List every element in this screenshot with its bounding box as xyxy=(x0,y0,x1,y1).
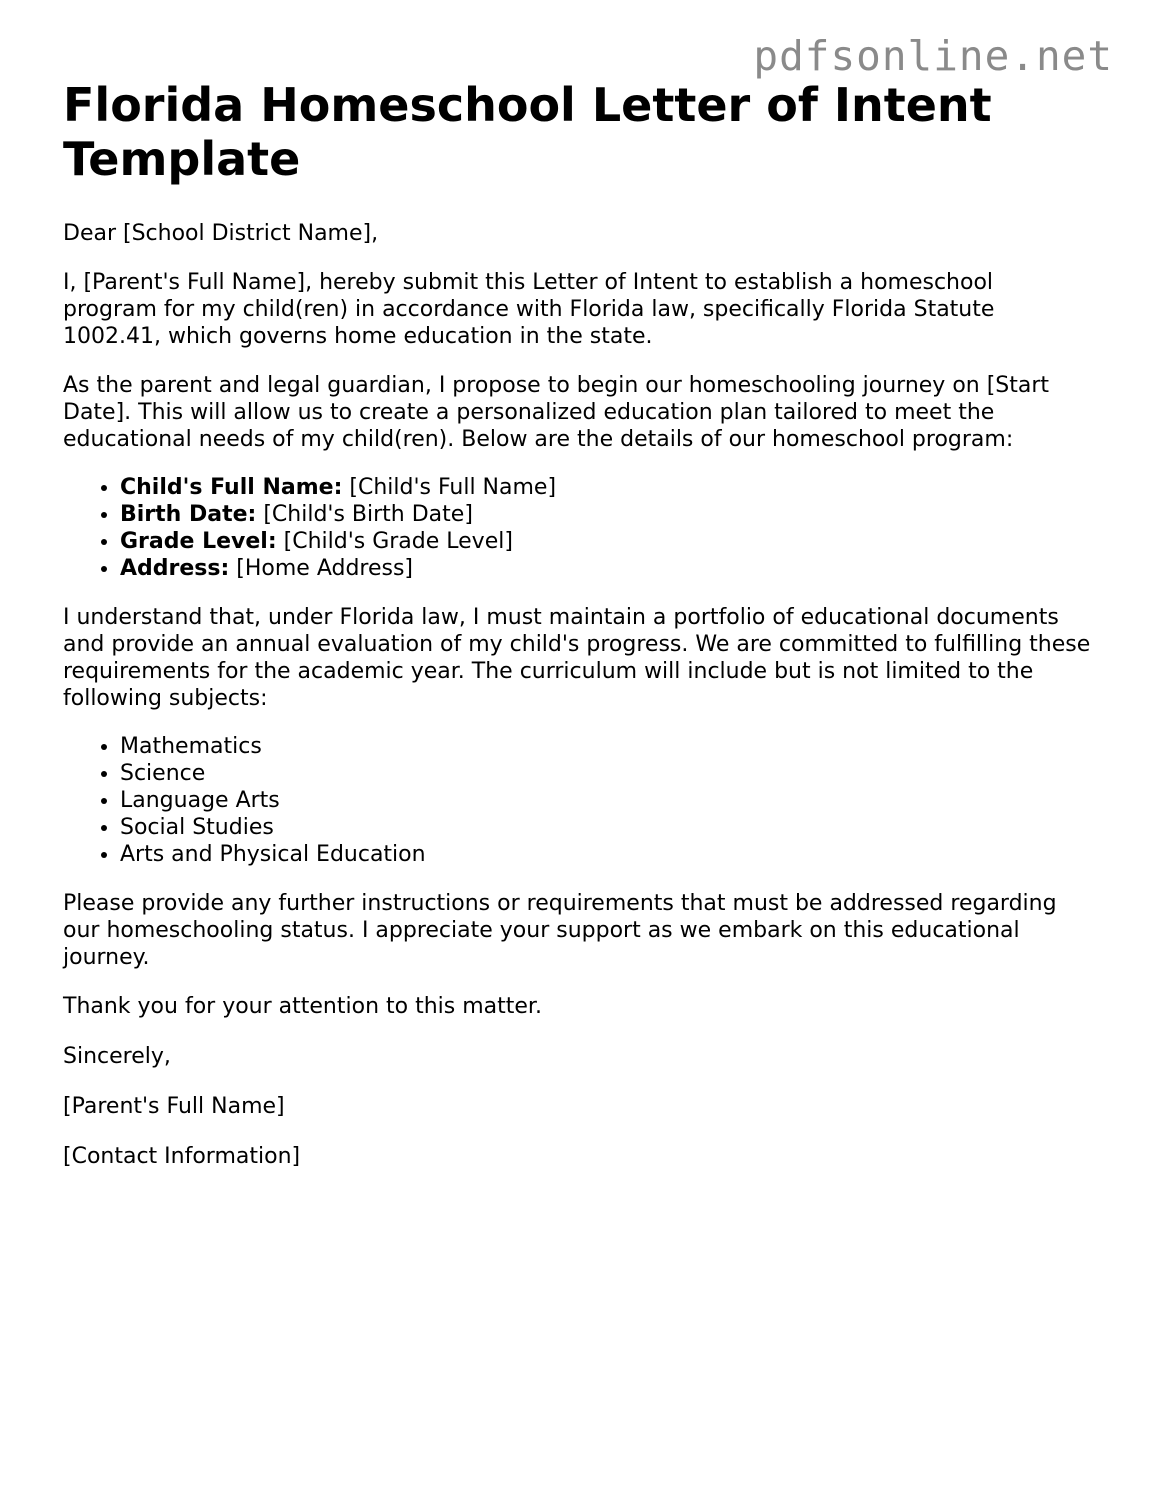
contact-information: [Contact Information] xyxy=(63,1144,301,1169)
closing-line: Sincerely, xyxy=(63,1044,171,1069)
intro-paragraph: I, [Parent's Full Name], hereby submit this Letter of Intent to establish a homeschool program for my child(ren) in accordance with Florida law, specifically Florida Statute 1002.41, which governs home education in the state. xyxy=(63,270,995,349)
list-item xyxy=(120,528,1093,555)
list-item: • Science xyxy=(120,760,1093,787)
list-item xyxy=(120,474,1093,501)
letter-document xyxy=(63,78,1093,1170)
detail-label: Address: xyxy=(120,556,230,581)
salutation: Dear [School District Name], xyxy=(63,221,379,246)
detail-value: [Child's Birth Date] xyxy=(256,502,473,527)
subjects-list xyxy=(63,733,1093,868)
list-item: • Mathematics xyxy=(120,733,1093,760)
detail-label: Birth Date: xyxy=(120,502,257,527)
list-item: • Language Arts xyxy=(120,787,1093,814)
detail-label: Child's Full Name: xyxy=(120,475,343,500)
instructions-paragraph: Please provide any further instructions or requirements that must be addressed regarding our homeschooling status. I appreciate your support as we embark on this educational journey. xyxy=(63,891,1057,970)
list-item: • Social Studies xyxy=(120,814,1093,841)
signature-name: [Parent's Full Name] xyxy=(63,1094,285,1119)
list-item: • Arts and Physical Education xyxy=(120,841,1093,868)
watermark-text: pdfsonline.net xyxy=(753,32,1113,80)
page-title: Florida Homeschool Letter of Intent Template xyxy=(63,78,992,186)
detail-value: [Child's Full Name] xyxy=(342,475,557,500)
requirements-paragraph: I understand that, under Florida law, I must maintain a portfolio of educational documents and provide an annual evaluation of my child's progress. We are committed to fulfilling these requirements for the academic year. The curriculum will include but is not limited to the following subjects: xyxy=(63,605,1091,711)
program-details-list xyxy=(63,474,1093,582)
list-item xyxy=(120,501,1093,528)
list-item xyxy=(120,555,1093,582)
thanks-line: Thank you for your attention to this matter. xyxy=(63,994,542,1019)
detail-value: [Child's Grade Level] xyxy=(276,529,513,554)
detail-value: [Home Address] xyxy=(229,556,414,581)
detail-label: Grade Level: xyxy=(120,529,277,554)
start-date-paragraph: As the parent and legal guardian, I propose to begin our homeschooling journey on [Start Date]. This will allow us to create a personalized education plan tailored to meet the educational needs of my child(ren). Below are the details of our homeschool program: xyxy=(63,373,1050,452)
